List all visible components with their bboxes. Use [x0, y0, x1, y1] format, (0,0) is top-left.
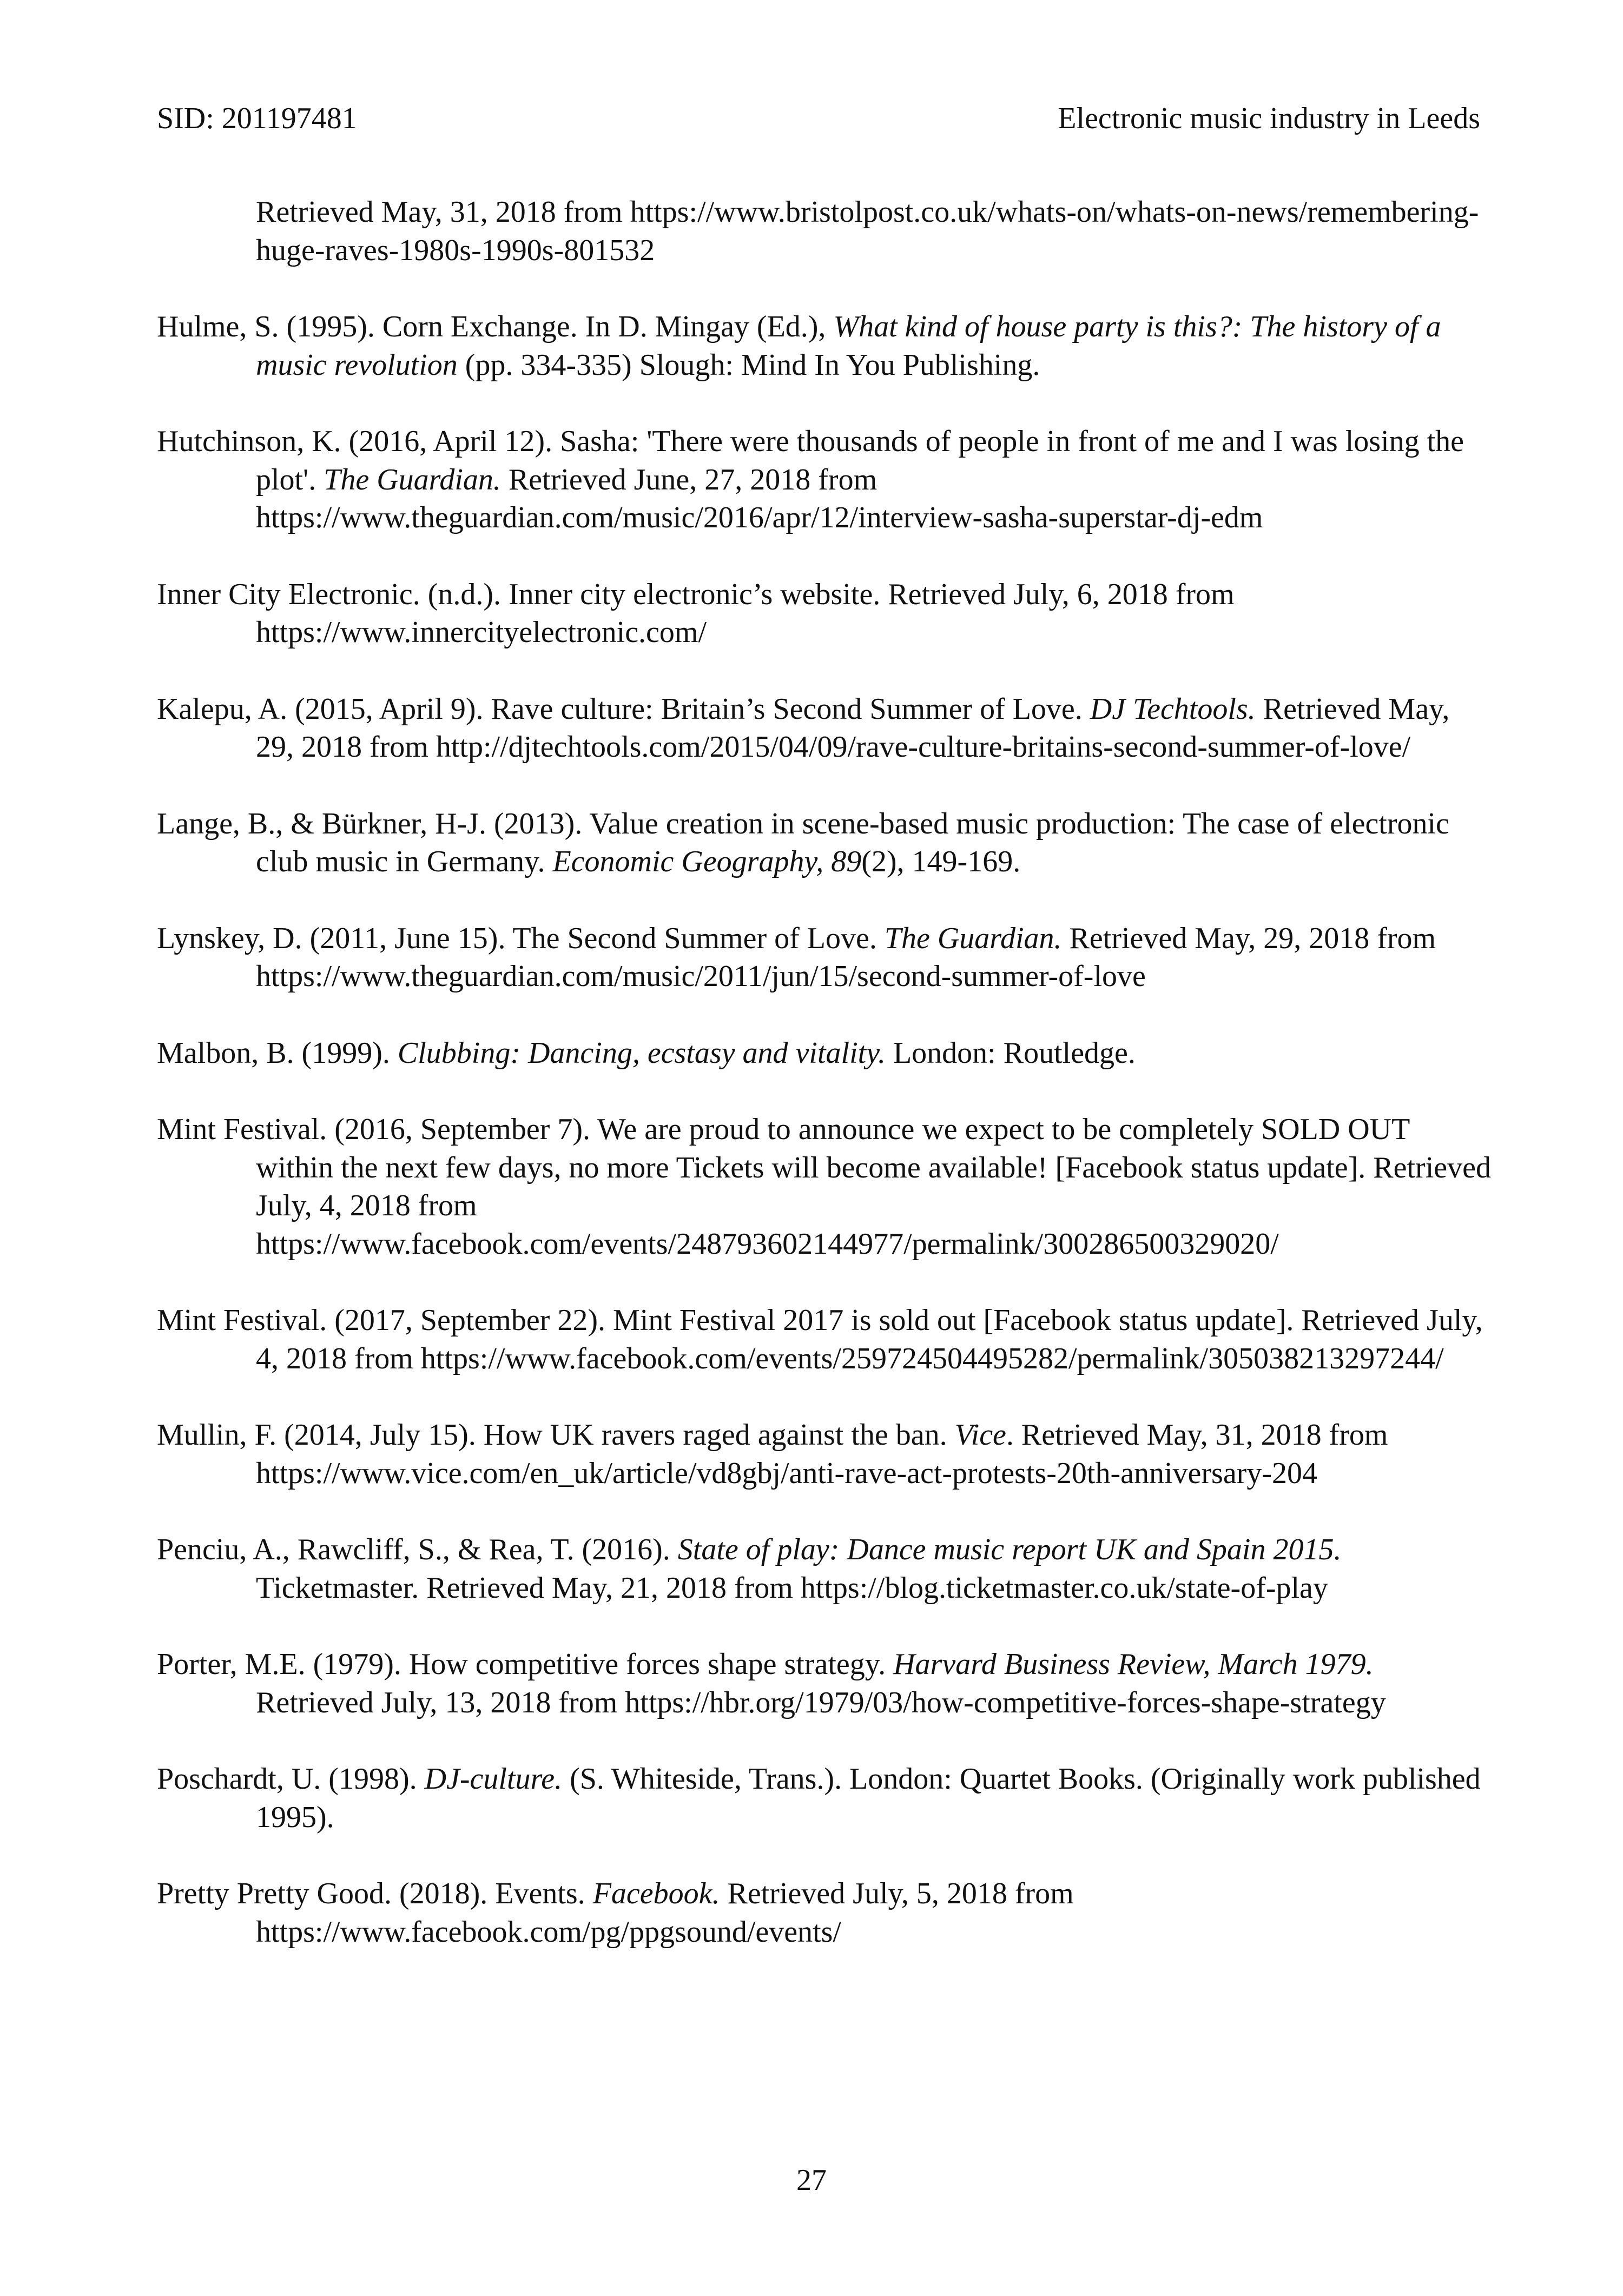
reference-entry — [157, 1760, 1493, 1836]
reference-entry — [157, 690, 1493, 766]
reference-text: Malbon, B. (1999). — [157, 1036, 398, 1070]
reference-title-italic: Economic Geography, 89 — [552, 845, 862, 878]
reference-title-italic: DJ Techtools. — [1090, 692, 1256, 726]
reference-text: Pretty Pretty Good. (2018). Events. — [157, 1877, 593, 1910]
page-number: 27 — [796, 2163, 827, 2197]
reference-title-italic: Facebook. — [592, 1877, 720, 1910]
reference-text: Retrieved May, 29, 2018 from — [256, 692, 1450, 764]
reference-text: Retrieved June, 27, 2018 from — [500, 462, 878, 497]
reference-text: Mullin, F. (2014, July 15). How UK ravers raged against the ban. — [157, 1418, 955, 1452]
reference-text: Poschardt, U. (1998). — [157, 1762, 425, 1796]
reference-text: Hutchinson, K. (2016, April 12). Sasha: 'There were thousands of people in front of me and I was losing the plot'. — [157, 425, 1464, 497]
reference-text: Ticketmaster. Retrieved May, 21, 2018 from — [256, 1571, 801, 1605]
reference-entry-continuation — [157, 193, 1493, 269]
reference-title-italic: State of play: Dance music report UK and Spain 2015. — [677, 1533, 1342, 1566]
reference-entry — [157, 1416, 1493, 1492]
reference-entry — [157, 919, 1493, 996]
reference-url: https://www.innercityelectronic.com/ — [256, 616, 707, 649]
reference-url: http://djtechtools.com/2015/04/09/rave-culture-britains-second-summer-of-love/ — [436, 730, 1411, 764]
reference-url: https://blog.ticketmaster.co.uk/state-of-play — [800, 1571, 1328, 1605]
reference-entry — [157, 575, 1493, 652]
reference-url: https://www.facebook.com/events/248793602144977/permalink/300286500329020/ — [256, 1227, 1279, 1261]
reference-text: Mint Festival. (2017, September 22). Mint Festival 2017 is sold out [Facebook status update]. Retrieved July, 4, 2018 from — [157, 1304, 1483, 1375]
reference-text: Mint Festival. (2016, September 7). We are proud to announce we expect to be completely SOLD OUT within the next few days, no more Tickets will become available! [Facebook status update]. Retrieved July, 4, 2018 from — [157, 1113, 1491, 1222]
reference-entry — [157, 1301, 1493, 1378]
header-student-id: SID: 201197481 — [157, 102, 357, 135]
reference-text: . Retrieved May, 31, 2018 from — [1006, 1418, 1388, 1452]
reference-url: https://www.facebook.com/pg/ppgsound/events/ — [256, 1915, 841, 1949]
reference-entry — [157, 1645, 1493, 1722]
reference-text: Retrieved July, 5, 2018 from — [720, 1877, 1074, 1910]
reference-url: https://www.theguardian.com/music/2016/apr/12/interview-sasha-superstar-dj-edm — [256, 501, 1263, 534]
reference-url: https://hbr.org/1979/03/how-competitive-forces-shape-strategy — [625, 1685, 1386, 1719]
reference-text: Lynskey, D. (2011, June 15). The Second Summer of Love. — [157, 921, 885, 955]
reference-entry — [157, 1034, 1493, 1073]
reference-url: https://www.vice.com/en_uk/article/vd8gbj/anti-rave-act-protests-20th-anniversary-204 — [256, 1456, 1317, 1490]
reference-entry — [157, 1875, 1493, 1951]
reference-entry — [157, 422, 1493, 537]
reference-url: https://www.bristolpost.co.uk/whats-on/whats-on-news/remembering-huge-raves-1980s-1990s-801532 — [256, 195, 1479, 267]
reference-text: Retrieved May, 29, 2018 from — [1061, 921, 1436, 955]
reference-title-italic: Vice — [954, 1418, 1006, 1452]
reference-entry — [157, 805, 1493, 881]
reference-text: (S. Whiteside, Trans.). London: Quartet Books. (Originally work published 1995). — [256, 1762, 1481, 1834]
reference-url: https://www.facebook.com/events/259724504495282/permalink/305038213297244/ — [420, 1341, 1444, 1375]
reference-list — [157, 193, 1493, 1951]
reference-text: (2), 149-169. — [861, 845, 1021, 878]
reference-title-italic: What kind of house party is this?: The history of a music revolution — [256, 310, 1441, 382]
reference-title-italic: DJ-culture. — [424, 1762, 563, 1796]
reference-text: Lange, B., & Bürkner, H-J. (2013). Value creation in scene-based music production: The case of electronic club music in Germany. — [157, 806, 1449, 878]
reference-title-italic: The Guardian. — [884, 921, 1062, 955]
reference-text: Retrieved July, 13, 2018 from — [256, 1685, 625, 1719]
reference-title-italic: Harvard Business Review, March 1979. — [893, 1647, 1374, 1681]
reference-text: Penciu, A., Rawcliff, S., & Rea, T. (2016). — [157, 1533, 678, 1566]
reference-text: (pp. 334-335) Slough: Mind In You Publishing. — [457, 348, 1040, 382]
reference-entry — [157, 1531, 1493, 1607]
reference-entry — [157, 308, 1493, 384]
reference-entry — [157, 1110, 1493, 1263]
reference-text: Kalepu, A. (2015, April 9). Rave culture: Britain’s Second Summer of Love. — [157, 692, 1090, 726]
reference-text: London: Routledge. — [885, 1036, 1136, 1070]
reference-title-italic: The Guardian. — [324, 462, 501, 497]
reference-url: https://www.theguardian.com/music/2011/jun/15/second-summer-of-love — [256, 960, 1146, 993]
reference-text: Retrieved May, 31, 2018 from — [256, 195, 630, 229]
header-document-title: Electronic music industry in Leeds — [1058, 102, 1480, 135]
reference-text: Inner City Electronic. (n.d.). Inner city electronic’s website. Retrieved July, 6, 2018 from — [157, 577, 1235, 611]
reference-text: Porter, M.E. (1979). How competitive forces shape strategy. — [157, 1647, 894, 1681]
reference-title-italic: Clubbing: Dancing, ecstasy and vitality. — [397, 1036, 886, 1070]
reference-text: Hulme, S. (1995). Corn Exchange. In D. Mingay (Ed.), — [157, 310, 834, 343]
